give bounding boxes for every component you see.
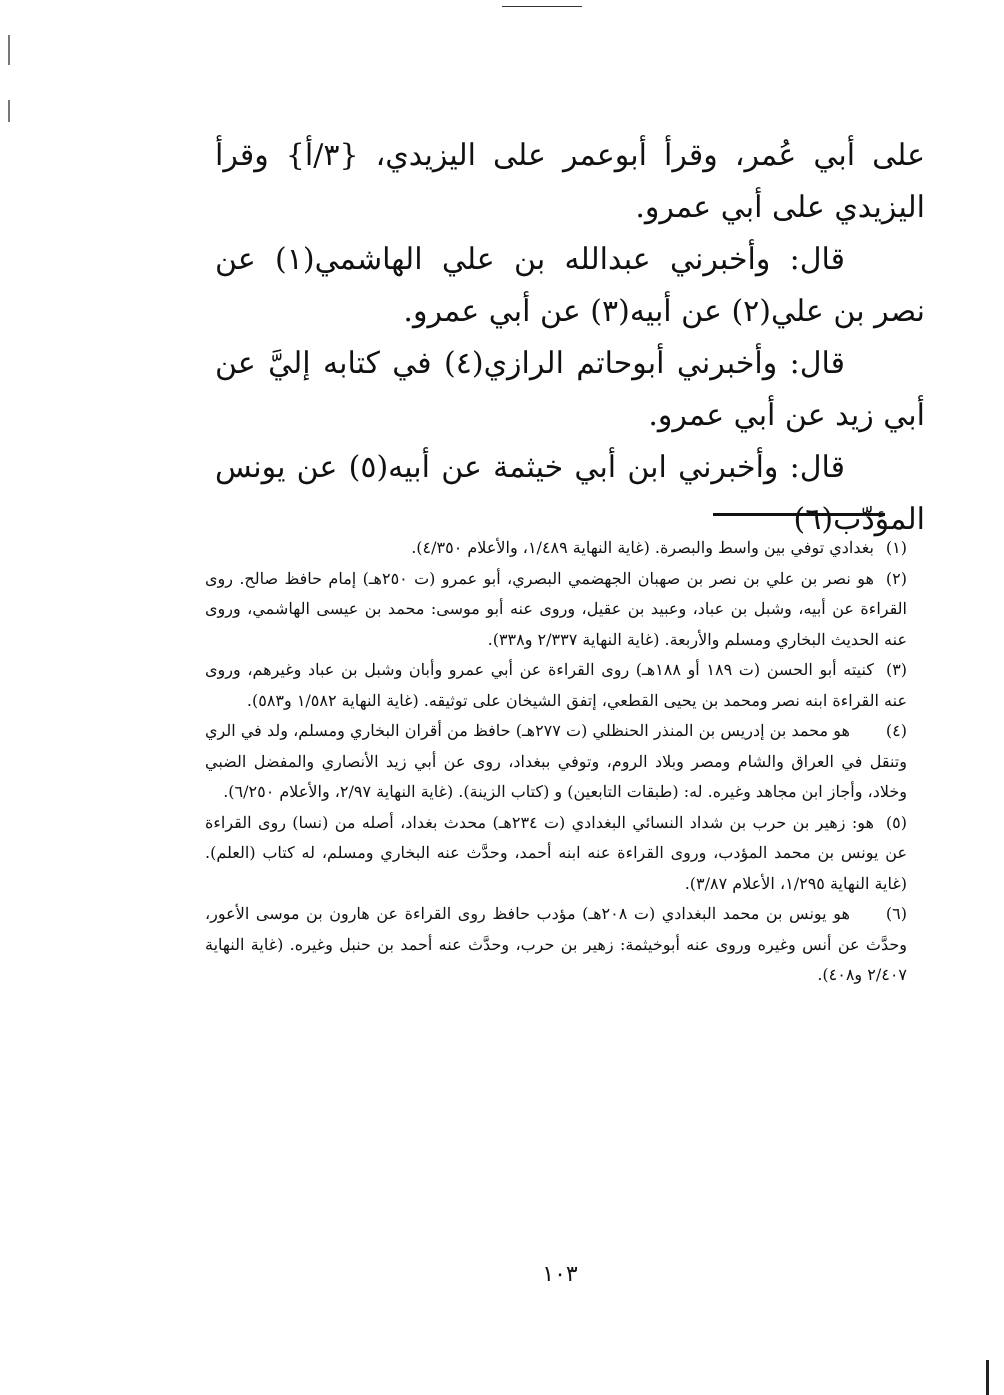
- footnote-number: (٦): [885, 904, 908, 923]
- footnote-text: هو يونس بن محمد البغدادي (ت ٢٠٨هـ) مؤدب حافظ روى القراءة عن هارون بن موسى الأعور، وحدَّث عن أنس وغيره وروى عنه أبوخيثمة: زهير بن حرب، وحدَّث عنه أحمد بن حنبل وغيره. (غاية النهاية ٢/٤٠٧ و٤٠٨).: [205, 904, 907, 984]
- body-paragraph: قال: وأخبرني عبدالله بن علي الهاشمي(١) عن نصر بن علي(٢) عن أبيه(٣) عن أبي عمرو.: [215, 242, 925, 329]
- footnote-3: [205, 655, 907, 716]
- footnote-number: (٢): [885, 568, 907, 588]
- footnote-1: [205, 533, 907, 564]
- header-rule: [502, 6, 582, 7]
- footnote-6: [205, 899, 907, 991]
- footnotes: [205, 533, 907, 991]
- main-text: [215, 130, 925, 546]
- page-number: ١٠٣: [542, 1262, 578, 1287]
- body-paragraph: قال: وأخبرني ابن أبي خيثمة عن أبيه(٥) عن يونس المؤدّب(٦): [215, 450, 925, 537]
- footnote-number: (٥): [885, 812, 908, 832]
- footnote-number: (٤): [885, 721, 907, 740]
- footnote-text: بغدادي توفي بين واسط والبصرة. (غاية النهاية ١/٤٨٩، والأعلام ٤/٣٥٠).: [411, 538, 874, 557]
- footnote-4: [205, 716, 907, 808]
- footnote-separator: [713, 513, 885, 516]
- footnote-2: [205, 564, 907, 656]
- footnote-number: (١): [885, 538, 907, 557]
- body-paragraph: على أبي عُمر، وقرأ أبوعمر على اليزيدي، {٣/أ} وقرأ اليزيدي على أبي عمرو.: [215, 138, 925, 225]
- body-paragraph: قال: وأخبرني أبوحاتم الرازي(٤) في كتابه إليَّ عن أبي زيد عن أبي عمرو.: [215, 346, 925, 433]
- footnote-5: [205, 808, 907, 900]
- footnote-number: (٣): [885, 660, 908, 679]
- footnote-text: هو محمد بن إدريس بن المنذر الحنظلي (ت ٢٧٧هـ) حافظ من أقران البخاري ومسلم، ولد في الري وتنقل في العراق والشام ومصر وبلاد الروم، وتوفي ببغداد، روى عن أبي زيد الأنصاري والمفضل الضبي وخلاد، وأجاز ابن مجاهد وغيره. له: (طبقات التابعين) و (كتاب الزينة). (غاية النهاية ٢/٩٧، والأعلام ٦/٢٥٠).: [205, 721, 907, 801]
- footnote-text: هو: زهير بن حرب بن شداد النسائي البغدادي (ت ٢٣٤هـ) محدث بغداد، أصله من (نسا) روى القراءة عن يونس بن محمد المؤدب، وروى القراءة عنه ابنه أحمد، وحدَّث عنه البخاري ومسلم، له كتاب (العلم). (غاية النهاية ١/٢٩٥، الأعلام ٣/٨٧).: [205, 812, 907, 893]
- footnote-text: كنيته أبو الحسن (ت ١٨٩ أو ١٨٨هـ) روى القراءة عن أبي عمرو وأبان وشبل بن عباد وغيرهم، وروى عنه القراءة ابنه نصر ومحمد بن يحيى القطعي، إتفق الشيخان على توثيقه. (غاية النهاية ١/٥٨٢ و٥٨٣).: [205, 660, 907, 710]
- scan-margin-mark: [8, 35, 10, 65]
- scan-margin-mark: [8, 100, 10, 122]
- scan-margin-mark: [986, 1360, 989, 1395]
- footnote-text: هو نصر بن علي بن نصر بن صهبان الجهضمي البصري، أبو عمرو (ت ٢٥٠هـ) إمام حافظ صالح. روى القراءة عن أبيه، وشبل بن عباد، وعبيد بن عقيل، وروى عنه أبو موسى: محمد بن عيسى الهاشمي، وروى عنه الحديث البخاري ومسلم والأربعة. (غاية النهاية ٢/٣٣٧ و٣٣٨).: [205, 568, 907, 649]
